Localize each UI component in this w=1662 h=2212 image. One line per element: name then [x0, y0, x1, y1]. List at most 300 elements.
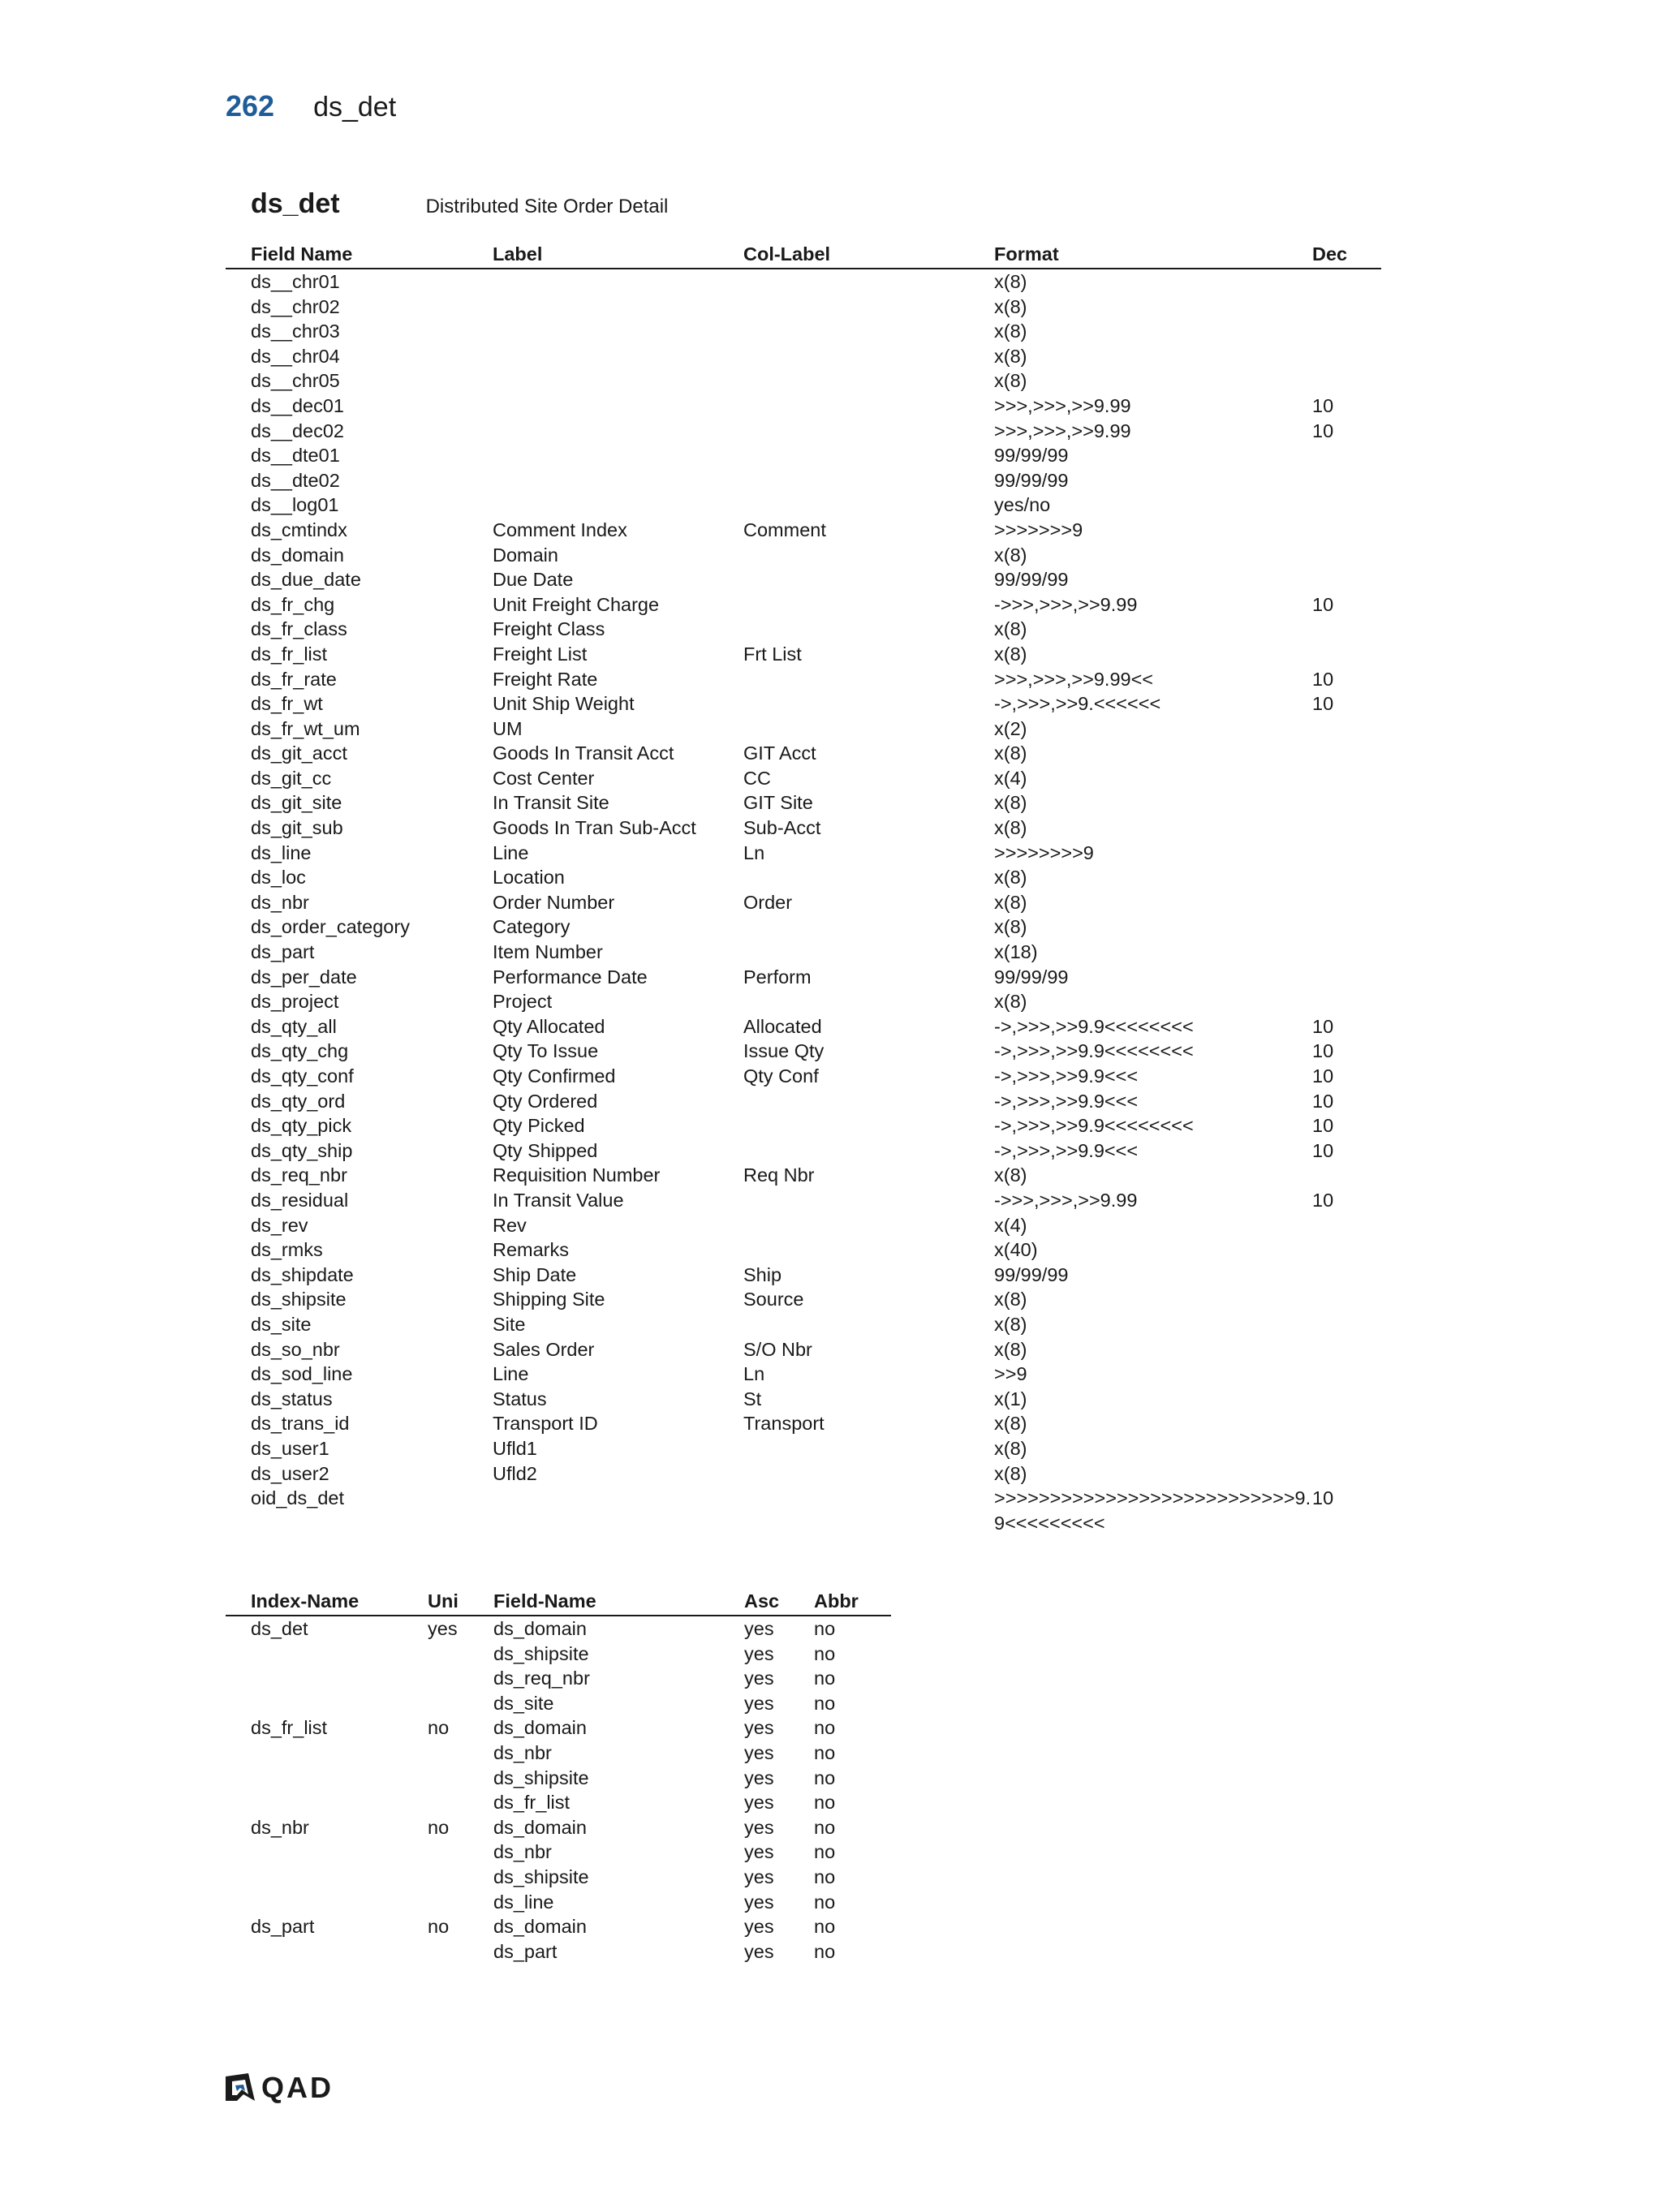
field-name-cell: ds_fr_class [251, 618, 347, 640]
dec-cell [1312, 518, 1361, 543]
asc-cell: yes [744, 1792, 774, 1814]
column-header-field-name: Field Name [251, 243, 353, 265]
table-row [226, 443, 1381, 468]
table-row [226, 667, 1381, 692]
uni-cell [428, 1642, 493, 1667]
table-row [226, 1237, 1381, 1263]
col-label-cell [743, 1312, 994, 1337]
format-cell: ->,>>>,>>9.9<<<<<<<< [994, 1040, 1194, 1062]
format-cell: x(8) [994, 916, 1027, 938]
field-name-cell: ds__chr05 [251, 370, 340, 392]
label-cell [493, 344, 743, 369]
dec-cell [1312, 1163, 1361, 1188]
table-row [226, 518, 1381, 543]
index-name-cell [226, 1890, 428, 1915]
field-name-cell: ds_fr_rate [251, 668, 337, 690]
table-row [226, 642, 1381, 667]
index-name-cell [226, 1939, 428, 1965]
format-cell: x(8) [994, 792, 1027, 814]
dec-cell [1312, 642, 1361, 667]
table-row [226, 914, 1381, 940]
field-name-cell: ds_qty_all [251, 1015, 337, 1037]
uni-cell: no [428, 1717, 450, 1739]
table-row [226, 468, 1381, 493]
abbr-cell: no [814, 1717, 836, 1739]
field-name-cell: ds_req_nbr [251, 1164, 347, 1186]
field-name-cell: ds_qty_ship [251, 1139, 353, 1161]
col-label-cell: Ln [743, 841, 765, 863]
col-label-cell [743, 394, 994, 419]
format-cell: x(8) [994, 1462, 1027, 1484]
format-cell: x(8) [994, 1437, 1027, 1459]
table-name: ds_det [251, 188, 340, 219]
dec-cell [1312, 1411, 1361, 1436]
table-row [226, 965, 1381, 990]
field-name-cell: ds_qty_ord [251, 1090, 346, 1112]
dec-cell [1312, 1237, 1361, 1263]
table-row [226, 592, 1381, 618]
uni-cell: yes [428, 1618, 458, 1639]
col-label-cell: Allocated [743, 1015, 822, 1037]
format-cell: ->,>>>,>>9.9<<< [994, 1090, 1139, 1112]
table-row [226, 1213, 1381, 1238]
dec-cell [1312, 443, 1361, 468]
label-cell: Cost Center [493, 767, 595, 789]
format-cell: x(8) [994, 321, 1027, 342]
label-cell: Site [493, 1313, 526, 1335]
abbr-cell: no [814, 1692, 836, 1714]
table-row [226, 1188, 1381, 1213]
index-name-cell [226, 1666, 428, 1691]
field-name-cell: ds_residual [251, 1189, 349, 1211]
label-cell [493, 319, 743, 344]
field-name-cell: ds_fr_wt [251, 693, 323, 715]
label-cell: UM [493, 717, 523, 739]
field-name-cell: ds_domain [251, 544, 344, 566]
dec-cell [1312, 1287, 1361, 1312]
col-label-cell: Transport [743, 1413, 825, 1435]
index-field-name-cell: ds_nbr [493, 1741, 552, 1763]
abbr-cell: no [814, 1866, 836, 1887]
column-header-dec: Dec [1312, 243, 1348, 265]
format-cell: x(8) [994, 295, 1027, 317]
field-name-cell: ds__dec01 [251, 394, 344, 416]
index-name-cell [226, 1642, 428, 1667]
field-name-cell: ds__dte01 [251, 445, 340, 467]
table-row [226, 1840, 891, 1865]
table-row [226, 1138, 1381, 1164]
label-cell [493, 1486, 743, 1535]
index-name-cell [226, 1691, 428, 1716]
label-cell: Rev [493, 1214, 527, 1236]
table-row [226, 269, 1381, 295]
label-cell: Line [493, 841, 529, 863]
format-cell: x(8) [994, 991, 1027, 1013]
col-label-cell [743, 344, 994, 369]
table-row [226, 295, 1381, 320]
field-name-cell: ds_qty_pick [251, 1115, 352, 1137]
label-cell [493, 368, 743, 394]
col-label-cell [743, 567, 994, 592]
label-cell: Line [493, 1363, 529, 1385]
label-cell: Unit Freight Charge [493, 593, 660, 615]
column-header-uni: Uni [428, 1590, 459, 1612]
format-cell: x(8) [994, 271, 1027, 292]
index-field-name-cell: ds_shipsite [493, 1767, 589, 1788]
table-row [226, 1486, 1381, 1535]
format-cell: x(18) [994, 941, 1038, 963]
format-cell: 99/99/99 [994, 1263, 1069, 1285]
col-label-cell [743, 617, 994, 642]
label-cell: Ufld2 [493, 1462, 537, 1484]
asc-cell: yes [744, 1618, 774, 1639]
dec-cell [1312, 1337, 1361, 1362]
col-label-cell: Source [743, 1289, 804, 1310]
table-description: Distributed Site Order Detail [425, 196, 669, 217]
dec-cell: 10 [1312, 1040, 1334, 1062]
col-label-cell [743, 1089, 994, 1114]
format-cell: x(8) [994, 1413, 1027, 1435]
label-cell [493, 394, 743, 419]
uni-cell: no [428, 1816, 450, 1838]
table-row [226, 741, 1381, 766]
table-row [226, 543, 1381, 568]
field-name-cell: ds_loc [251, 867, 306, 889]
index-field-name-cell: ds_domain [493, 1916, 587, 1938]
dec-cell: 10 [1312, 1090, 1334, 1112]
col-label-cell: Perform [743, 966, 812, 988]
col-label-cell [743, 468, 994, 493]
table-row [226, 1411, 1381, 1436]
field-name-cell: ds__chr01 [251, 271, 340, 292]
qad-logo-icon [224, 2073, 256, 2102]
table-title-row [251, 188, 668, 220]
asc-cell: yes [744, 1668, 774, 1689]
dec-cell [1312, 741, 1361, 766]
format-cell: >>>>>>>>9 [994, 841, 1094, 863]
col-label-cell [743, 1213, 994, 1238]
table-row [226, 1865, 891, 1890]
dec-cell: 10 [1312, 1115, 1334, 1137]
col-label-cell: Frt List [743, 643, 802, 665]
col-label-cell [743, 443, 994, 468]
col-label-cell [743, 914, 994, 940]
format-cell: 99/99/99 [994, 469, 1069, 491]
table-row [226, 1914, 891, 1939]
uni-cell [428, 1790, 493, 1815]
asc-cell: yes [744, 1891, 774, 1913]
col-label-cell [743, 1486, 994, 1535]
col-label-cell: Req Nbr [743, 1164, 815, 1186]
dec-cell [1312, 1362, 1361, 1387]
table-row [226, 1287, 1381, 1312]
label-cell: Qty To Issue [493, 1040, 599, 1062]
format-cell: x(4) [994, 1214, 1027, 1236]
index-field-name-cell: ds_nbr [493, 1841, 552, 1863]
label-cell: Order Number [493, 891, 615, 913]
table-row [226, 319, 1381, 344]
index-field-name-cell: ds_site [493, 1692, 554, 1714]
page-header [226, 89, 396, 130]
index-name-cell: ds_nbr [251, 1816, 309, 1838]
index-field-name-cell: ds_req_nbr [493, 1668, 590, 1689]
dec-cell: 10 [1312, 668, 1334, 690]
field-name-cell: ds_trans_id [251, 1413, 350, 1435]
table-row [226, 1337, 1381, 1362]
col-label-cell [743, 691, 994, 717]
field-name-cell: oid_ds_det [251, 1487, 344, 1509]
col-label-cell [743, 493, 994, 518]
format-cell: ->,>>>,>>9.9<<< [994, 1065, 1139, 1087]
asc-cell: yes [744, 1916, 774, 1938]
label-cell: Goods In Transit Acct [493, 742, 674, 764]
asc-cell: yes [744, 1741, 774, 1763]
field-name-cell: ds_site [251, 1313, 312, 1335]
label-cell: Domain [493, 544, 558, 566]
column-header-label: Label [493, 243, 543, 265]
table-row [226, 1362, 1381, 1387]
col-label-cell: S/O Nbr [743, 1338, 812, 1360]
field-name-cell: ds_order_category [251, 916, 410, 938]
format-cell: >>9 [994, 1363, 1027, 1385]
col-label-cell: St [743, 1388, 762, 1409]
dec-cell [1312, 493, 1361, 518]
table-row [226, 1436, 1381, 1461]
index-field-name-cell: ds_domain [493, 1816, 587, 1838]
label-cell: Unit Ship Weight [493, 693, 635, 715]
label-cell [493, 443, 743, 468]
field-name-cell: ds__log01 [251, 494, 339, 516]
field-name-cell: ds_git_sub [251, 817, 343, 839]
field-name-cell: ds_fr_chg [251, 593, 335, 615]
label-cell: Freight Rate [493, 668, 598, 690]
col-label-cell [743, 1113, 994, 1138]
dec-cell: 10 [1312, 1139, 1334, 1161]
table-row [226, 1766, 891, 1791]
col-label-cell [743, 419, 994, 444]
index-name-cell: ds_fr_list [251, 1717, 328, 1739]
dec-cell [1312, 914, 1361, 940]
table-row [226, 717, 1381, 742]
field-name-cell: ds_sod_line [251, 1363, 353, 1385]
table-row [226, 419, 1381, 444]
page-header-title: ds_det [313, 92, 397, 123]
format-cell: ->>>,>>>,>>9.99 [994, 593, 1138, 615]
index-table [226, 1587, 891, 1964]
format-cell: ->,>>>,>>9.9<<<<<<<< [994, 1015, 1194, 1037]
field-name-cell: ds_qty_conf [251, 1065, 354, 1087]
table-row [226, 1089, 1381, 1114]
column-header-asc: Asc [744, 1590, 780, 1612]
table-row [226, 989, 1381, 1014]
label-cell: Sales Order [493, 1338, 595, 1360]
asc-cell: yes [744, 1816, 774, 1838]
dec-cell [1312, 295, 1361, 320]
label-cell [493, 419, 743, 444]
col-label-cell [743, 1237, 994, 1263]
index-field-name-cell: ds_line [493, 1891, 554, 1913]
field-name-cell: ds_fr_wt_um [251, 717, 360, 739]
abbr-cell: no [814, 1767, 836, 1788]
asc-cell: yes [744, 1866, 774, 1887]
field-name-cell: ds__chr02 [251, 295, 340, 317]
dec-cell [1312, 468, 1361, 493]
col-label-cell: GIT Acct [743, 742, 816, 764]
label-cell: Freight List [493, 643, 588, 665]
label-cell: Shipping Site [493, 1289, 605, 1310]
qad-logo [224, 2071, 334, 2105]
qad-logo-text: QAD [261, 2071, 334, 2104]
format-cell: x(8) [994, 1289, 1027, 1310]
format-cell: x(2) [994, 717, 1027, 739]
field-name-cell: ds_so_nbr [251, 1338, 340, 1360]
format-cell: >>>>>>>>>>>>>>>>>>>>>>>>>>>9.9<<<<<<<<< [994, 1487, 1311, 1534]
abbr-cell: no [814, 1668, 836, 1689]
asc-cell: yes [744, 1940, 774, 1962]
abbr-cell: no [814, 1841, 836, 1863]
dec-cell [1312, 543, 1361, 568]
col-label-cell [743, 865, 994, 890]
dec-cell [1312, 1387, 1361, 1412]
col-label-cell [743, 319, 994, 344]
format-cell: ->,>>>,>>9.9<<< [994, 1139, 1139, 1161]
col-label-cell [743, 989, 994, 1014]
format-cell: 99/99/99 [994, 966, 1069, 988]
dec-cell: 10 [1312, 420, 1334, 441]
field-name-cell: ds_shipsite [251, 1289, 347, 1310]
column-header-col-label: Col-Label [743, 243, 831, 265]
dec-cell [1312, 1436, 1361, 1461]
format-cell: ->,>>>,>>9.9<<<<<<<< [994, 1115, 1194, 1137]
dec-cell: 10 [1312, 593, 1334, 615]
index-field-name-cell: ds_fr_list [493, 1792, 571, 1814]
field-name-cell: ds_due_date [251, 569, 361, 591]
field-name-cell: ds_fr_list [251, 643, 328, 665]
abbr-cell: no [814, 1618, 836, 1639]
label-cell: Status [493, 1388, 547, 1409]
fields-table [226, 240, 1381, 1535]
table-row [226, 1666, 891, 1691]
index-name-cell [226, 1766, 428, 1791]
format-cell: x(4) [994, 767, 1027, 789]
format-cell: x(8) [994, 1164, 1027, 1186]
field-name-cell: ds_line [251, 841, 312, 863]
col-label-cell: Order [743, 891, 793, 913]
index-field-name-cell: ds_shipsite [493, 1866, 589, 1887]
format-cell: 99/99/99 [994, 569, 1069, 591]
format-cell: ->,>>>,>>9.<<<<<< [994, 693, 1161, 715]
table-row [226, 1890, 891, 1915]
table-row [226, 1312, 1381, 1337]
format-cell: x(8) [994, 345, 1027, 367]
field-name-cell: ds_rev [251, 1214, 308, 1236]
uni-cell [428, 1691, 493, 1716]
index-field-name-cell: ds_domain [493, 1717, 587, 1739]
format-cell: x(8) [994, 817, 1027, 839]
index-name-cell [226, 1840, 428, 1865]
field-name-cell: ds__dec02 [251, 420, 344, 441]
table-row [226, 1741, 891, 1766]
label-cell: Goods In Tran Sub-Acct [493, 817, 696, 839]
label-cell: Qty Confirmed [493, 1065, 616, 1087]
label-cell: Item Number [493, 941, 603, 963]
col-label-cell: Ship [743, 1263, 782, 1285]
uni-cell [428, 1766, 493, 1791]
table-row [226, 1691, 891, 1716]
index-table-header [226, 1587, 891, 1616]
table-row [226, 344, 1381, 369]
dec-cell: 10 [1312, 394, 1334, 416]
format-cell: >>>,>>>,>>9.99 [994, 420, 1131, 441]
dec-cell [1312, 717, 1361, 742]
col-label-cell: Comment [743, 519, 826, 540]
table-row [226, 766, 1381, 791]
uni-cell [428, 1741, 493, 1766]
label-cell: In Transit Site [493, 792, 609, 814]
dec-cell [1312, 1263, 1361, 1288]
col-label-cell [743, 592, 994, 618]
label-cell: Freight Class [493, 618, 605, 640]
col-label-cell: Issue Qty [743, 1040, 825, 1062]
table-row [226, 1815, 891, 1840]
format-cell: x(8) [994, 643, 1027, 665]
table-row [226, 368, 1381, 394]
uni-cell [428, 1890, 493, 1915]
format-cell: x(8) [994, 1313, 1027, 1335]
table-row [226, 890, 1381, 915]
dec-cell: 10 [1312, 1189, 1334, 1211]
field-name-cell: ds_git_cc [251, 767, 332, 789]
col-label-cell [743, 543, 994, 568]
asc-cell: yes [744, 1841, 774, 1863]
col-label-cell: Qty Conf [743, 1065, 819, 1087]
dec-cell [1312, 269, 1361, 295]
table-row [226, 691, 1381, 717]
table-row [226, 1163, 1381, 1188]
format-cell: >>>>>>>9 [994, 519, 1083, 540]
abbr-cell: no [814, 1940, 836, 1962]
table-row [226, 617, 1381, 642]
table-row [226, 493, 1381, 518]
index-field-name-cell: ds_part [493, 1940, 558, 1962]
label-cell: Performance Date [493, 966, 648, 988]
abbr-cell: no [814, 1891, 836, 1913]
index-table-body [226, 1616, 891, 1964]
table-row [226, 1014, 1381, 1039]
table-row [226, 1642, 891, 1667]
field-name-cell: ds_git_site [251, 792, 342, 814]
format-cell: x(8) [994, 867, 1027, 889]
table-row [226, 1616, 891, 1642]
label-cell: Ufld1 [493, 1437, 537, 1459]
table-row [226, 940, 1381, 965]
dec-cell [1312, 989, 1361, 1014]
index-name-cell: ds_part [251, 1916, 315, 1938]
asc-cell: yes [744, 1692, 774, 1714]
format-cell: x(1) [994, 1388, 1027, 1409]
field-name-cell: ds_qty_chg [251, 1040, 349, 1062]
label-cell: In Transit Value [493, 1189, 624, 1211]
col-label-cell [743, 1138, 994, 1164]
index-name-cell [226, 1865, 428, 1890]
index-field-name-cell: ds_shipsite [493, 1642, 589, 1664]
dec-cell [1312, 1213, 1361, 1238]
table-row [226, 567, 1381, 592]
dec-cell [1312, 344, 1361, 369]
col-label-cell: GIT Site [743, 792, 813, 814]
dec-cell [1312, 841, 1361, 866]
field-name-cell: ds_cmtindx [251, 519, 347, 540]
